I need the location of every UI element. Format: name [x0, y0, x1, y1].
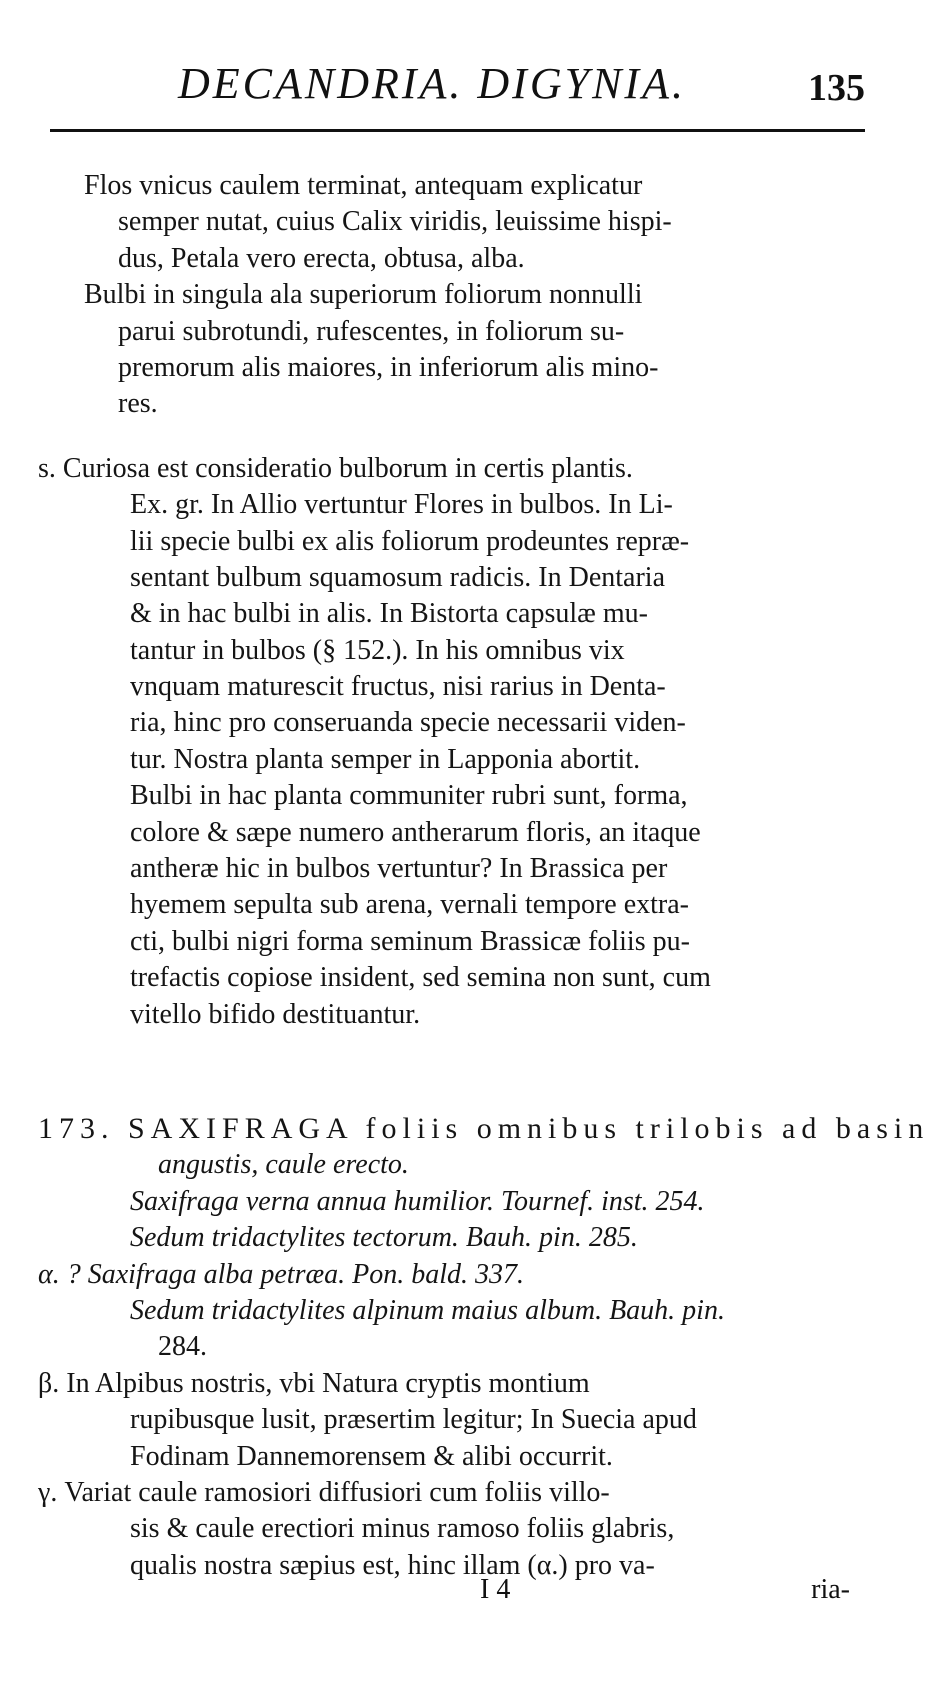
text-line: γ. Variat caule ramosiori diffusiori cum foliis villo- [38, 1476, 610, 1508]
text-line: vnquam maturescit fructus, nisi rarius in Denta- [130, 671, 666, 703]
text-line: sentant bulbum squamosum radicis. In Dentaria [130, 561, 665, 593]
text-line: ria, hinc pro conseruanda specie necessarii viden- [130, 707, 686, 739]
text-line: Fodinam Dannemorensem & alibi occurrit. [130, 1440, 613, 1472]
text-line: Bulbi in singula ala superiorum foliorum nonnulli [84, 279, 643, 311]
synonym-line: Sedum tridactylites tectorum. Bauh. pin. 285. [130, 1222, 638, 1254]
text-line: sis & caule erectiori minus ramoso foliis glabris, [130, 1513, 675, 1545]
text-line: tantur in bulbos (§ 152.). In his omnibus vix [130, 634, 625, 666]
text-line: vitello bifido destituantur. [130, 998, 421, 1030]
entry-173-saxifraga [38, 1111, 930, 1366]
text-line: cti, bulbi nigri forma seminum Brassicæ foliis pu- [130, 925, 690, 957]
catchword: ria- [811, 1574, 850, 1605]
page-header [50, 58, 865, 118]
text-line: Flos vnicus caulem terminat, antequam explicatur [84, 170, 643, 201]
text-line: rupibusque lusit, præsertim legitur; In Suecia apud [130, 1404, 697, 1436]
text-line: hyemem sepulta sub arena, vernali tempore extra- [130, 889, 689, 921]
text-line: & in hac bulbi in alis. In Bistorta capsulæ mu- [130, 598, 648, 630]
text-line: qualis nostra sæpius est, hinc illam (α.) pro va- [130, 1549, 655, 1581]
text-line: trefactis copiose insident, sed semina non sunt, cum [130, 962, 711, 994]
synonym-line: α. ? Saxifraga alba petræa. Pon. bald. 337. [38, 1258, 525, 1290]
text-line: res. [118, 388, 158, 420]
signature-mark: I 4 [480, 1574, 511, 1605]
text-line: premorum alis maiores, in inferiorum alis mino- [118, 351, 659, 383]
page-number: 135 [808, 67, 865, 109]
text-line: antheræ hic in bulbos vertuntur? In Brassica per [130, 853, 668, 885]
running-title: DECANDRIA. DIGYNIA. [178, 59, 686, 108]
paragraph-bulborum-note [38, 451, 868, 1033]
text-line: tur. Nostra planta semper in Lapponia abortit. [130, 743, 641, 775]
text-line: Bulbi in hac planta communiter rubri sunt, forma, [130, 780, 688, 812]
synonym-line: Sedum tridactylites alpinum maius album. Bauh. pin. [130, 1294, 725, 1326]
text-line: colore & sæpe numero antherarum floris, an itaque [130, 816, 701, 848]
text-line: lii specie bulbi ex alis foliorum prodeuntes repræ- [130, 525, 690, 557]
text-line: 284. [158, 1331, 207, 1363]
header-rule [50, 129, 865, 132]
text-line: dus, Petala vero erecta, obtusa, alba. [118, 242, 525, 274]
body-text [38, 168, 930, 1584]
entry-heading: 173. SAXIFRAGA foliis omnibus trilobis ad basin [38, 1111, 930, 1145]
text-line: s. Curiosa est consideratio bulborum in certis plantis. [38, 452, 633, 484]
paragraph-flos-bulbi [38, 168, 868, 423]
text-line: semper nutat, cuius Calix viridis, leuissime hispi- [118, 206, 672, 238]
synonym-line: Saxifraga verna annua humilior. Tournef. inst. 254. [130, 1185, 705, 1217]
text-line: Ex. gr. In Allio vertuntur Flores in bulbos. In Li- [130, 489, 673, 521]
text-line: angustis, caule erecto. [158, 1149, 409, 1181]
paragraph-gamma [38, 1475, 868, 1584]
text-line: parui subrotundi, rufescentes, in foliorum su- [118, 315, 625, 347]
paragraph-beta [38, 1366, 868, 1475]
text-line: β. In Alpibus nostris, vbi Natura cryptis montium [38, 1367, 590, 1399]
